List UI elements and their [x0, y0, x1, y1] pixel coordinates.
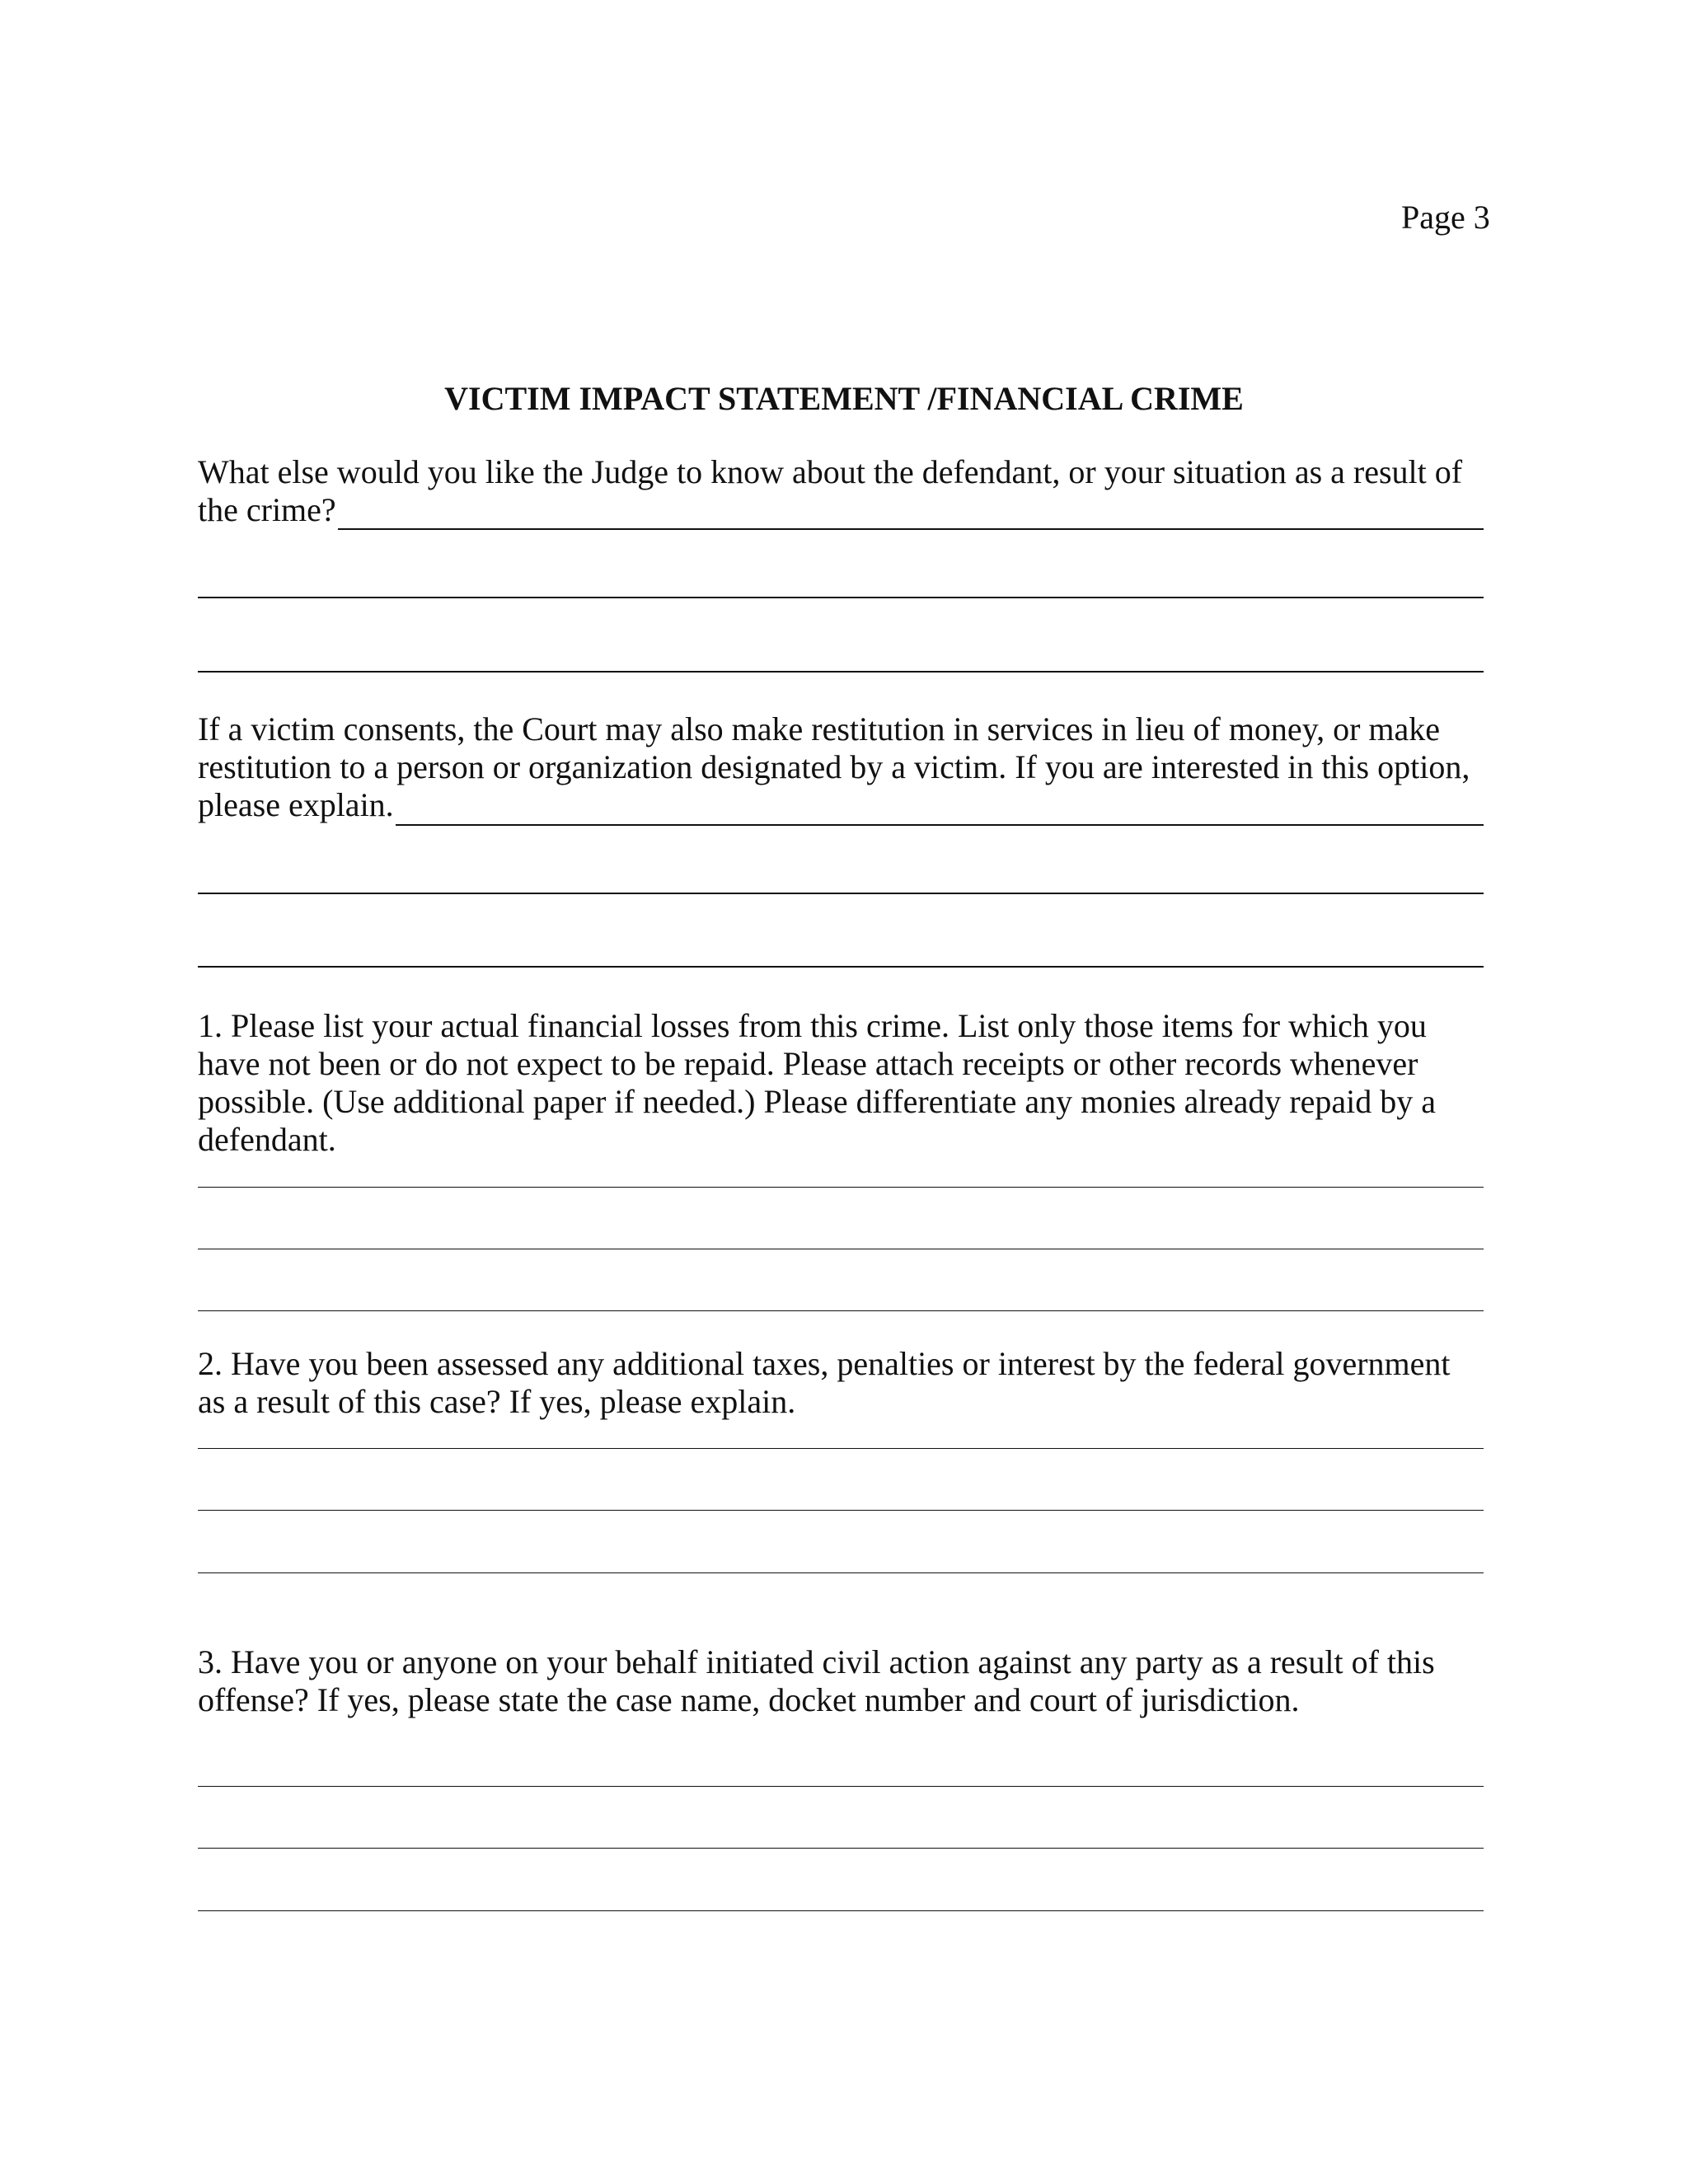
answer-line-restitution-2[interactable]: [198, 893, 1484, 894]
answer-line-else-1[interactable]: [338, 528, 1484, 530]
answer-line-else-3[interactable]: [198, 671, 1484, 673]
answer-line-q1-3[interactable]: [198, 1310, 1484, 1311]
answer-line-restitution-1[interactable]: [396, 824, 1484, 826]
question-1-text: 1. Please list your actual financial losses from this crime. List only those items for which you have not been or do not expect to be repaid. Please attach receipts or other records whenever possible. (Use additional paper if needed.) Please differentiate any monies already repaid by a defendant.: [198, 1007, 1437, 1158]
answer-line-q2-1[interactable]: [198, 1448, 1484, 1449]
answer-line-q3-2[interactable]: [198, 1848, 1484, 1849]
answer-line-q2-2[interactable]: [198, 1510, 1484, 1511]
answer-line-restitution-3[interactable]: [198, 966, 1484, 968]
answer-line-q2-3[interactable]: [198, 1572, 1484, 1573]
answer-line-q1-1[interactable]: [198, 1187, 1484, 1188]
question-restitution-text: If a victim consents, the Court may also make restitution in services in lieu of money, or make restitution to a person or organization designated by a victim. If you are interested in this option, please explain.: [198, 710, 1470, 823]
answer-line-q3-3[interactable]: [198, 1910, 1484, 1911]
question-2-text: 2. Have you been assessed any additional taxes, penalties or interest by the federal government as a result of this case? If yes, please explain.: [198, 1345, 1451, 1420]
answer-line-q3-1[interactable]: [198, 1786, 1484, 1787]
page-number: Page 3: [1401, 199, 1490, 236]
answer-line-else-2[interactable]: [198, 597, 1484, 598]
form-title: VICTIM IMPACT STATEMENT /FINANCIAL CRIME: [444, 380, 1244, 417]
question-else-text: What else would you like the Judge to know about the defendant, or your situation as a result of the crime?: [198, 453, 1463, 528]
question-3-text: 3. Have you or anyone on your behalf initiated civil action against any party as a result of this offense? If yes, please state the case name, docket number and court of jurisdiction.: [198, 1643, 1435, 1718]
